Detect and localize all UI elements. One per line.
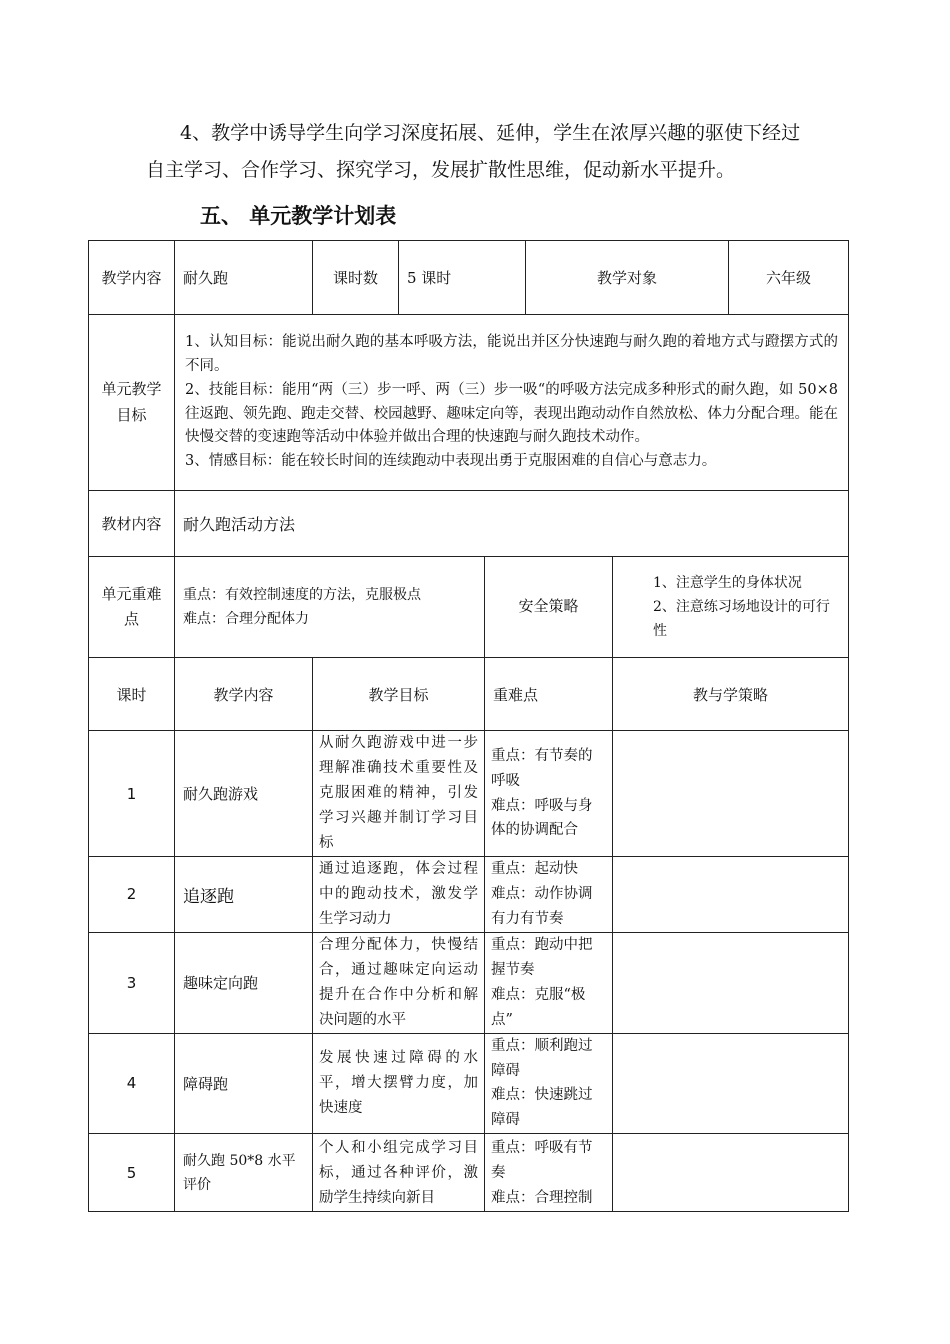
lesson-key: 重点：顺利跑过障碍 [491,1037,593,1079]
safety-item: 2、注意练习场地设计的可行性 [653,598,830,640]
row-unit-goals [89,315,849,491]
lesson-content: 追逐跑 [175,857,313,933]
lesson-diff: 难点：动作协调有力有节奏 [491,885,593,927]
intro-paragraph-line-2: 自主学习、合作学习、探究学习，发展扩散性思维，促动新水平提升。 [146,159,736,181]
lesson-keypoints [485,731,613,857]
intro-paragraph-line-1: 4、教学中诱导学生向学习深度拓展、延伸，学生在浓厚兴趣的驱使下经过 [180,122,801,144]
lesson-content: 耐久跑游戏 [175,731,313,857]
unit-plan-table [88,240,849,1212]
content-value: 耐久跑 [175,241,313,315]
lesson-keypoints [485,1134,613,1212]
difficult-point: 难点：合理分配体力 [183,611,309,627]
lesson-strategy [613,1134,849,1212]
header-keypoints: 重难点 [485,658,613,731]
row-basic-info [89,241,849,315]
target-label: 教学对象 [526,241,729,315]
lesson-diff: 难点：呼吸与身体的协调配合 [491,797,593,839]
header-strategy: 教与学策略 [613,658,849,731]
lesson-row-3 [89,932,849,1033]
lesson-no: 4 [89,1033,175,1134]
header-lesson-no: 课时 [89,658,175,731]
lesson-row-2 [89,857,849,933]
header-goal: 教学目标 [313,658,485,731]
safety-label: 安全策略 [485,557,613,658]
lesson-no: 1 [89,731,175,857]
lesson-row-4 [89,1033,849,1134]
lesson-content: 障碍跑 [175,1033,313,1134]
header-content: 教学内容 [175,658,313,731]
lesson-goal: 发展快速过障碍的水平，增大摆臂力度，加快速度 [313,1033,485,1134]
goal-skill: 2、技能目标：能用“两（三）步一呼、两（三）步一吸“的呼吸方法完成多种形式的耐久跑，如 50×8 往返跑、领先跑、跑走交替、校园越野、趣味定向等，表现出跑动动作自然放松、体力分配合理。能在快慢交替的变速跑等活动中体验并做出合理的快速跑与耐久跑技术动作。 [185,381,838,446]
lesson-content: 趣味定向跑 [175,932,313,1033]
lesson-no: 5 [89,1134,175,1212]
keypoints-label: 单元重难点 [89,557,175,658]
row-material [89,491,849,557]
lesson-goal: 从耐久跑游戏中进一步理解准确技术重要性及克服困难的精神，引发学习兴趣并制订学习目标 [313,731,485,857]
lesson-strategy [613,1033,849,1134]
lesson-row-1 [89,731,849,857]
lesson-key: 重点：有节奏的呼吸 [491,747,593,789]
goals-label: 单元教学目标 [89,315,175,491]
section-title: 五、 单元教学计划表 [200,203,397,228]
goal-cognitive: 1、认知目标：能说出耐久跑的基本呼吸方法，能说出并区分快速跑与耐久跑的着地方式与蹬摆方式的不同。 [185,334,838,374]
lesson-goal: 通过追逐跑，体会过程中的跑动技术，激发学生学习动力 [313,857,485,933]
lesson-keypoints [485,932,613,1033]
lesson-diff: 难点：合理控制 [491,1190,593,1207]
lesson-goal: 个人和小组完成学习目标，通过各种评价，激励学生持续向新目 [313,1134,485,1212]
lesson-strategy [613,731,849,857]
keypoints-cell [175,557,485,658]
lesson-strategy [613,857,849,933]
goal-affective: 3、情感目标：能在较长时间的连续跑动中表现出勇于克服困难的自信心与意志力。 [185,453,717,470]
safety-cell [613,557,849,658]
hours-value: 5 课时 [399,241,526,315]
lesson-keypoints [485,857,613,933]
lesson-content: 耐久跑 50*8 水平评价 [175,1134,313,1212]
row-keypoints [89,557,849,658]
lesson-key: 重点：起动快 [491,861,578,877]
material-value: 耐久跑活动方法 [175,491,849,557]
material-label: 教材内容 [89,491,175,557]
content-label: 教学内容 [89,241,175,315]
lesson-diff: 难点：克服“极点” [491,986,586,1028]
lesson-row-5 [89,1134,849,1212]
lesson-no: 2 [89,857,175,933]
target-value: 六年级 [729,241,849,315]
lesson-diff: 难点：快速跳过障碍 [491,1087,593,1129]
lessons-header-row [89,658,849,731]
lesson-goal: 合理分配体力，快慢结合，通过趣味定向运动提升在合作中分析和解决问题的水平 [313,932,485,1033]
lesson-key: 重点：呼吸有节奏 [491,1140,593,1182]
lesson-no: 3 [89,932,175,1033]
lesson-strategy [613,932,849,1033]
hours-label: 课时数 [313,241,399,315]
lesson-key: 重点：跑动中把握节奏 [491,936,593,978]
goals-cell [175,315,849,491]
key-point: 重点：有效控制速度的方法，克服极点 [183,586,421,603]
lesson-keypoints [485,1033,613,1134]
safety-item: 1、注意学生的身体状况 [653,574,802,591]
